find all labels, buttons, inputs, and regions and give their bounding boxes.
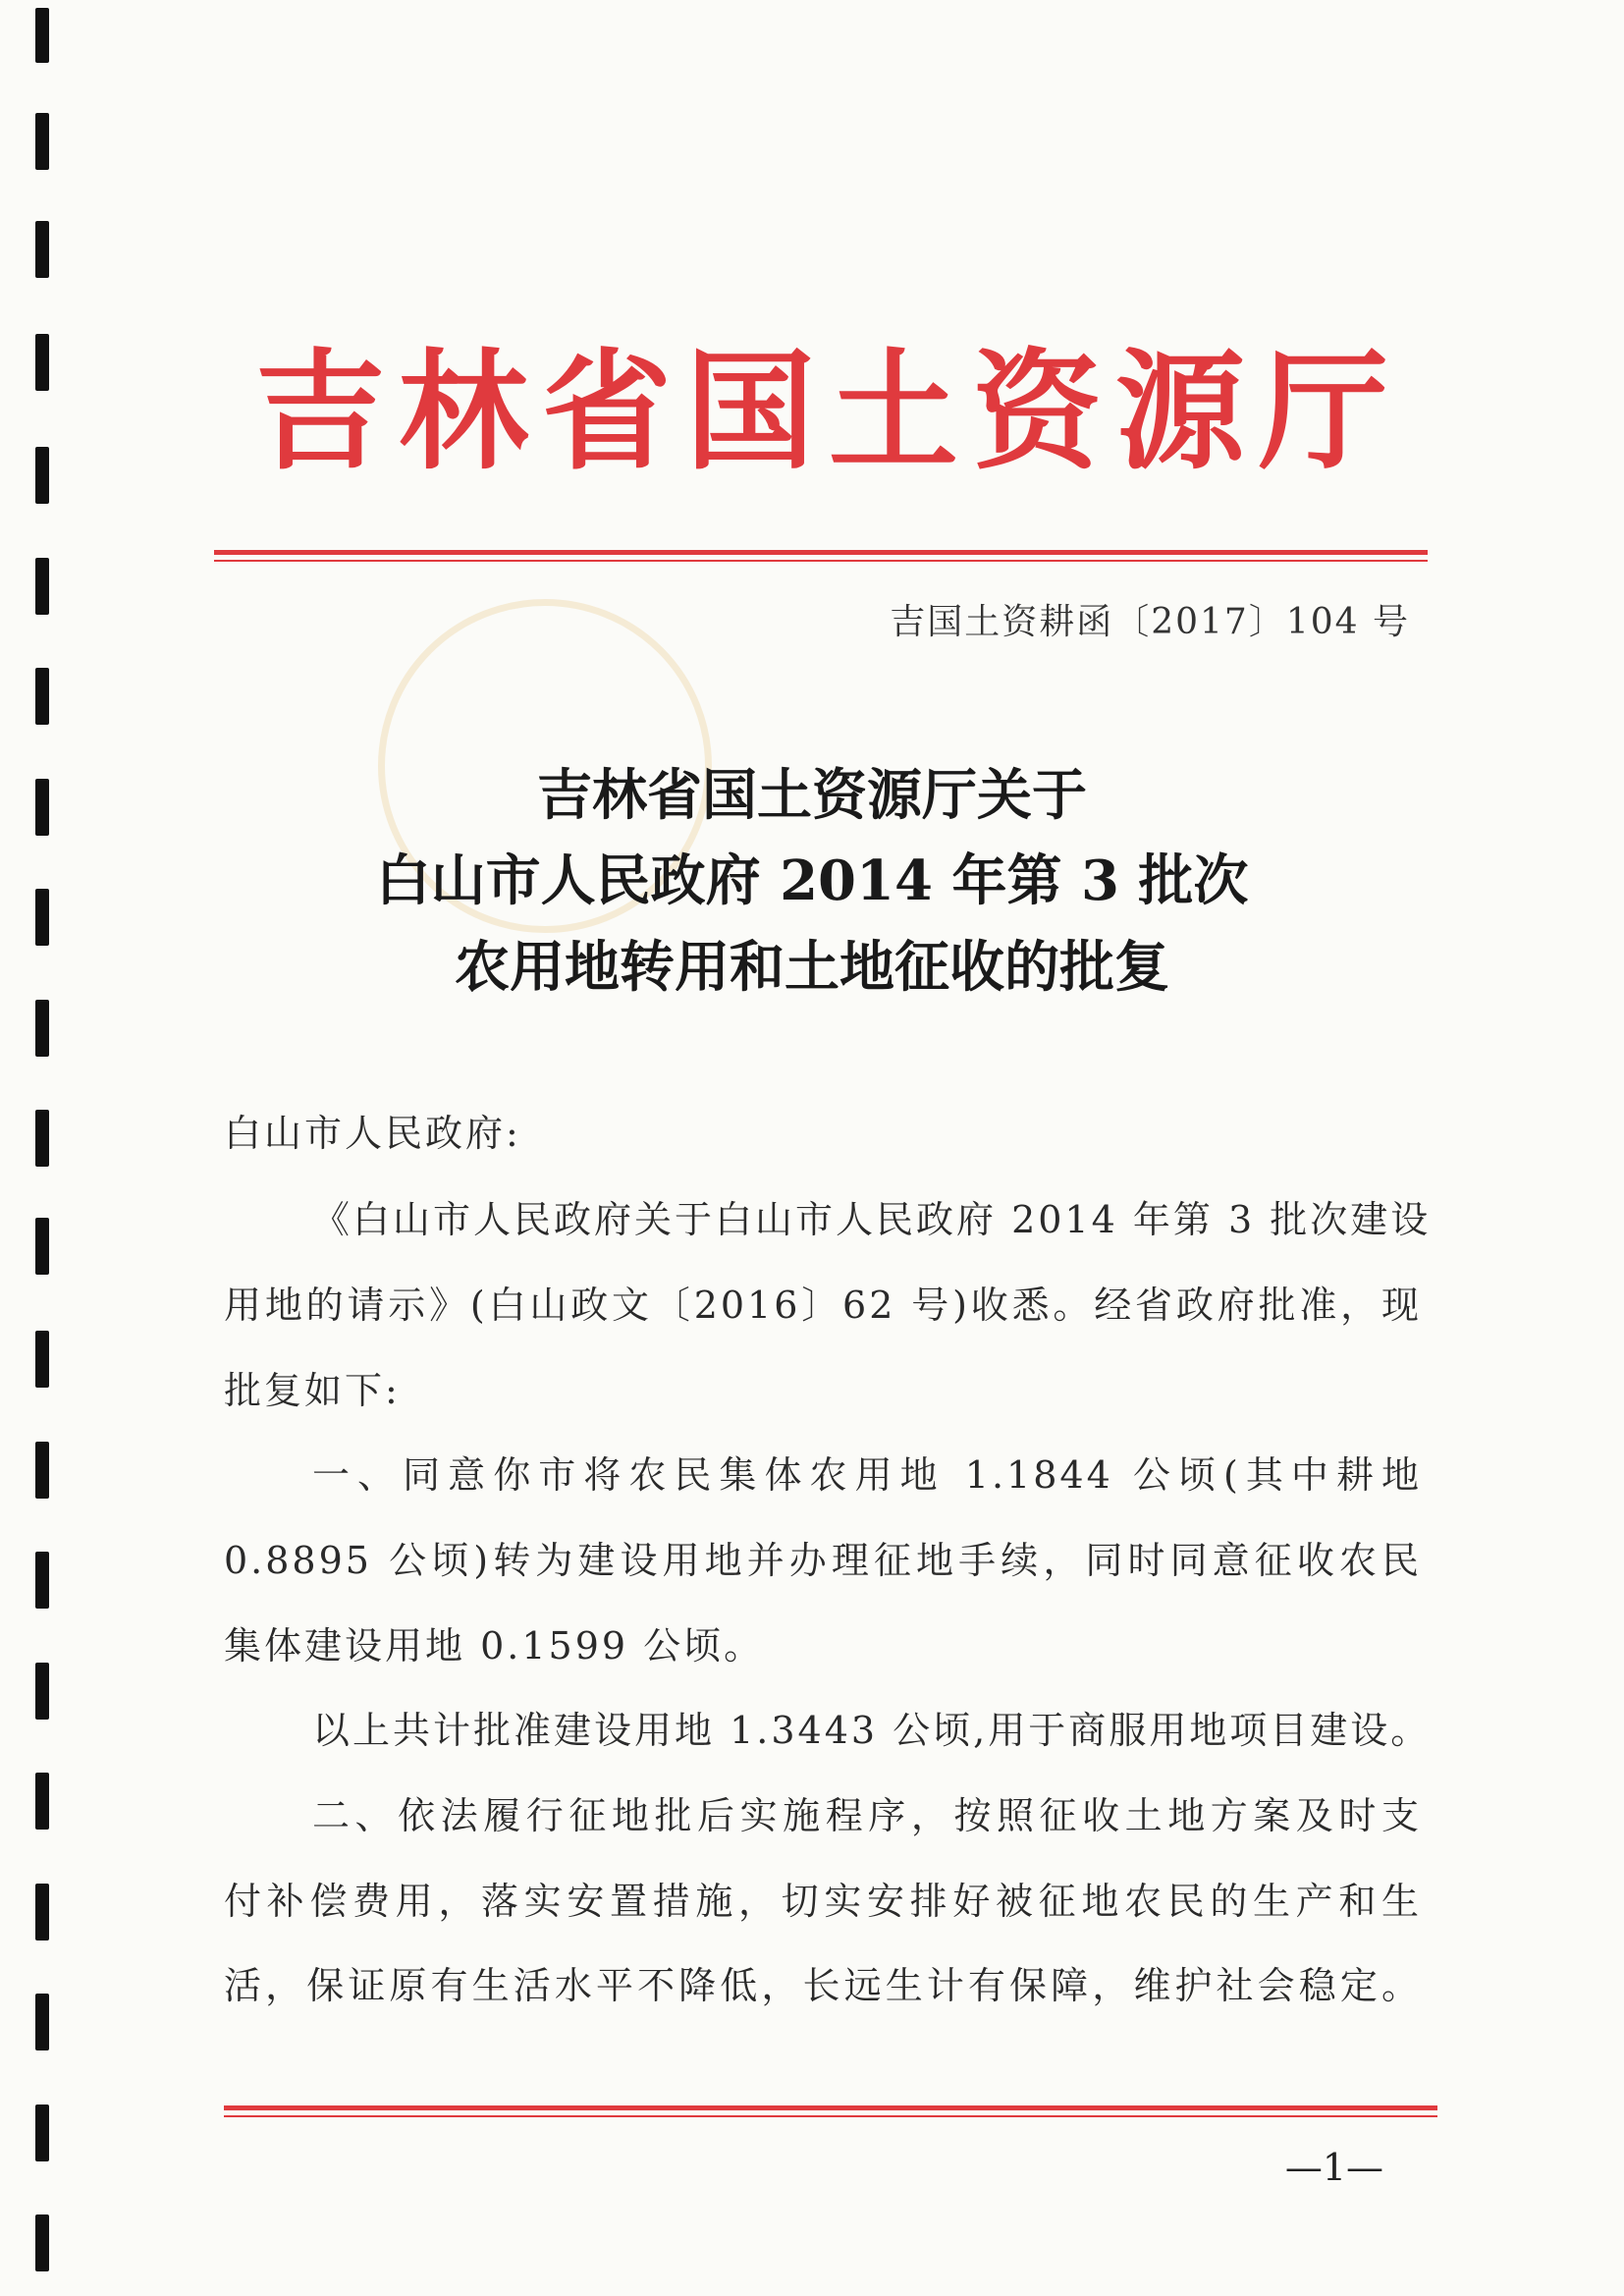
binding-mark xyxy=(35,1552,49,1609)
binding-mark xyxy=(35,1994,49,2050)
binding-mark xyxy=(35,1773,49,1830)
binding-mark xyxy=(35,221,49,278)
binding-margin xyxy=(0,0,79,2296)
paragraph-2-line-3: 集体建设用地 0.1599 公顷。 xyxy=(224,1624,765,1667)
binding-mark xyxy=(35,1000,49,1057)
paragraph-3-line-1: 以上共计批准建设用地 1.3443 公顷,用于商服用地项目建设。 xyxy=(312,1709,1432,1752)
addressee: 白山市人民政府: xyxy=(224,1112,521,1155)
paragraph-1-line-2: 用地的请示》(白山政文〔2016〕62 号)收悉。经省政府批准，现 xyxy=(224,1284,1422,1327)
binding-mark xyxy=(35,1218,49,1275)
header-red-rule xyxy=(214,550,1428,562)
paragraph-4-line-1: 二、依法履行征地批后实施程序，按照征收土地方案及时支 xyxy=(312,1794,1422,1837)
agency-masthead: 吉林省国土资源厅 xyxy=(255,336,1402,488)
title-line-2: 白山市人民政府 2014 年第 3 批次 xyxy=(375,848,1249,913)
paragraph-2-line-1: 一、同意你市将农民集体农用地 1.1844 公顷(其中耕地 xyxy=(312,1453,1422,1497)
binding-mark xyxy=(35,2105,49,2161)
paragraph-4-line-3: 活，保证原有生活水平不降低，长远生计有保障，维护社会稳定。 xyxy=(224,1964,1422,2007)
binding-mark xyxy=(35,1663,49,1720)
paragraph-1-line-3: 批复如下: xyxy=(224,1369,401,1412)
binding-mark xyxy=(35,1110,49,1167)
footer-red-rule xyxy=(224,2105,1437,2117)
binding-mark xyxy=(35,2214,49,2271)
paragraph-2-line-2: 0.8895 公顷)转为建设用地并办理征地手续，同时同意征收农民 xyxy=(224,1539,1422,1582)
binding-mark xyxy=(35,113,49,170)
document-number: 吉国土资耕函〔2017〕104 号 xyxy=(890,602,1410,642)
paragraph-4-line-2: 付补偿费用，落实安置措施，切实安排好被征地农民的生产和生 xyxy=(224,1880,1422,1923)
binding-mark xyxy=(35,8,49,63)
binding-mark xyxy=(35,558,49,615)
binding-mark xyxy=(35,1331,49,1388)
binding-mark xyxy=(35,334,49,391)
binding-mark xyxy=(35,668,49,725)
binding-mark xyxy=(35,1884,49,1941)
binding-mark xyxy=(35,1442,49,1499)
binding-mark xyxy=(35,889,49,946)
paragraph-1-line-1: 《白山市人民政府关于白山市人民政府 2014 年第 3 批次建设 xyxy=(312,1198,1432,1241)
title-line-3: 农用地转用和土地征收的批复 xyxy=(455,935,1169,1000)
title-line-1: 吉林省国土资源厅关于 xyxy=(537,763,1087,828)
page-number: —1— xyxy=(1284,2146,1383,2189)
binding-mark xyxy=(35,447,49,504)
binding-mark xyxy=(35,779,49,836)
